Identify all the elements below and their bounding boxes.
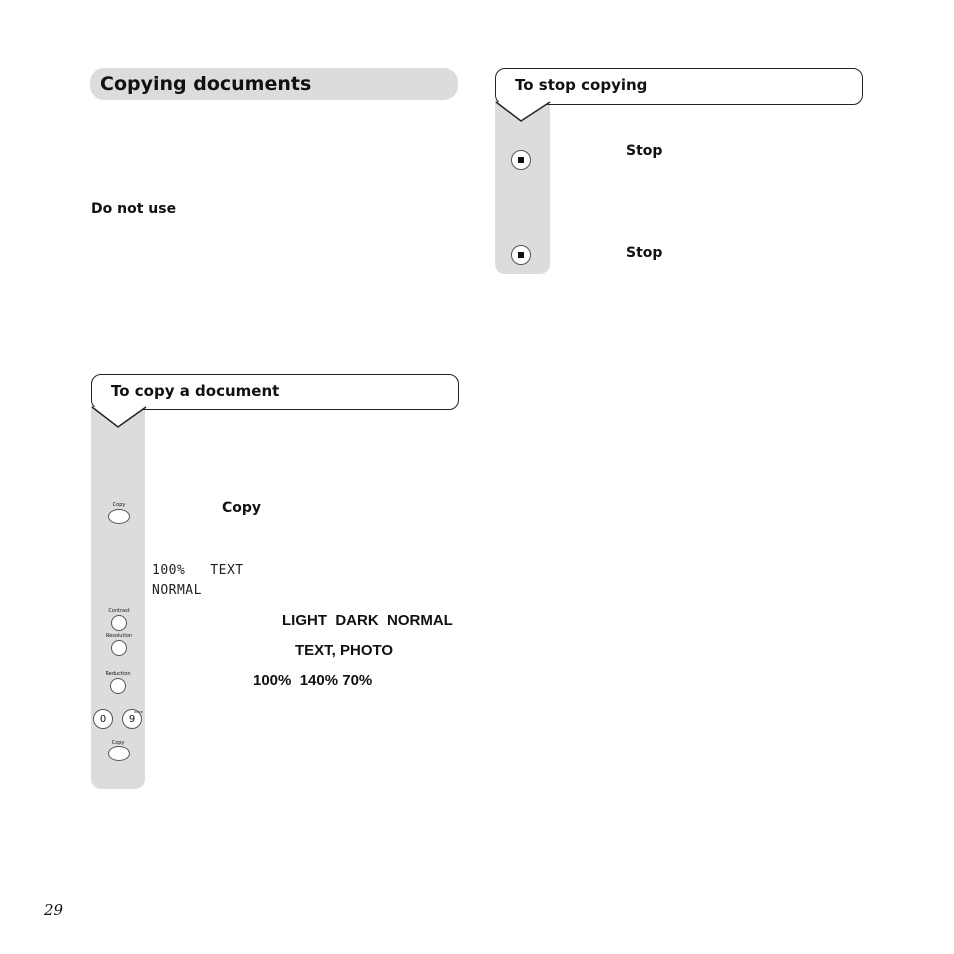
display-line-1: 100% TEXT [152,563,244,578]
resolution-options: TEXT, PHOTO [295,642,394,659]
copy-key-caption: Copy [112,502,126,508]
contrast-options: LIGHT DARK NORMAL [282,612,453,629]
key-0[interactable] [93,709,113,729]
do-not-use-note: Do not use [91,201,177,217]
stop-button[interactable] [511,150,531,170]
stop-header-pointer [495,100,555,126]
stop-section-title: To stop copying [515,76,648,94]
stop-square-icon [518,252,524,258]
copy-side-strip [91,405,145,789]
key-0-label: 0 [99,713,107,725]
display-line-2: NORMAL [152,583,202,598]
stop-label-1: Stop [626,143,663,159]
resolution-button[interactable] [111,640,127,656]
contrast-button[interactable] [111,615,127,631]
key-9-letters: WXYZ [134,710,143,714]
copy-header-pointer [91,405,151,431]
copy-label: Copy [222,500,262,516]
copy-button[interactable] [108,509,130,524]
resolution-key-caption: Resolution [105,633,133,639]
copy-key-caption-2: Copy [111,740,125,746]
key-9-label: 9 [128,713,136,725]
copy-button-2[interactable] [108,746,130,761]
reduction-options: 100% 140% 70% [253,672,373,689]
stop-square-icon [518,157,524,163]
reduction-key-caption: Reduction [105,671,131,677]
stop-label-2: Stop [626,245,663,261]
page-title: Copying documents [100,73,312,95]
page-number: 29 [44,901,64,919]
stop-button-2[interactable] [511,245,531,265]
contrast-key-caption: Contrast [108,608,130,614]
reduction-button[interactable] [110,678,126,694]
copy-section-title: To copy a document [111,382,280,400]
